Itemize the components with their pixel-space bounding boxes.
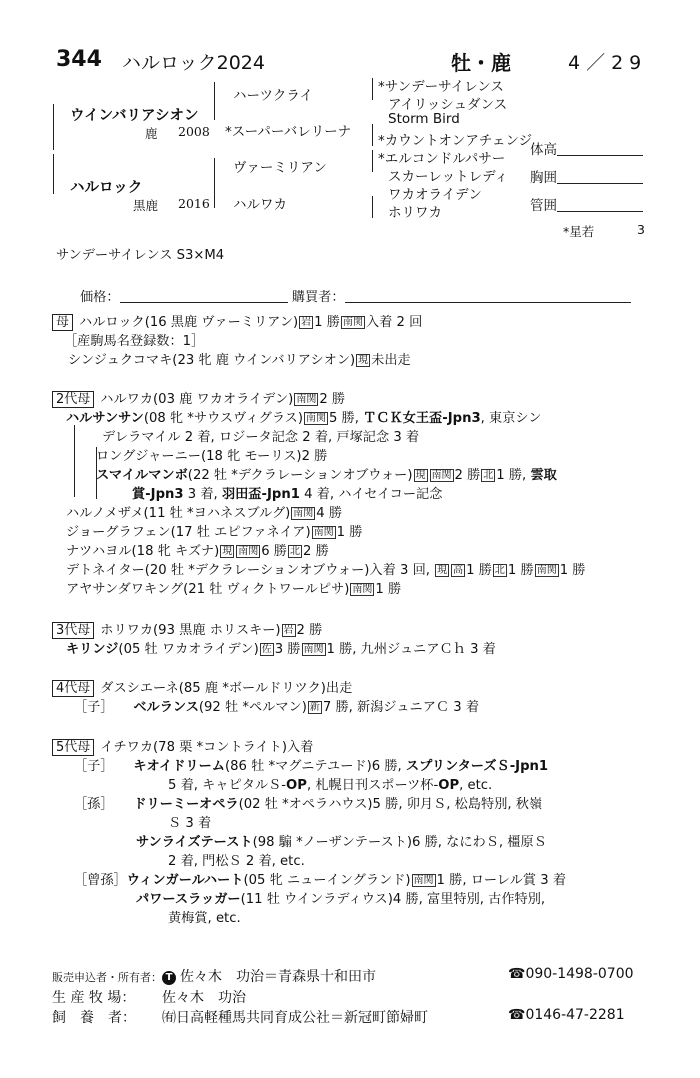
record-text: 2 勝 [303, 544, 329, 559]
record-line [52, 774, 566, 793]
track-badge: 新 [309, 702, 320, 713]
record-text: (08 牝 *サウスヴィグラス) [143, 411, 303, 426]
track-badge: 南関 [303, 644, 324, 655]
bracket-line [214, 82, 215, 120]
bracket-line [372, 124, 373, 146]
inbreeding: サンデーサイレンス S3×M4 [56, 248, 225, 263]
record-line [52, 578, 585, 597]
measure-height: 体高 [530, 138, 643, 158]
buyer-label: 購買者： [291, 290, 345, 305]
record-text: (02 牡 *オペラハウス)5 勝, 卯月Ｓ, 松島特別, 秋嶺 [238, 797, 543, 812]
record-line [52, 736, 566, 755]
g3-ancestor: スカーレットレディ [388, 169, 509, 185]
record-line [52, 755, 566, 774]
track-badge: 現 [222, 546, 233, 557]
horse-highlight: 賞-Jpn3 [132, 487, 184, 502]
bracket-line [372, 196, 373, 218]
record-text: (22 牡 *デクラレーションオブウォー) [187, 468, 413, 483]
track-badge: 現 [415, 470, 426, 481]
record-text: ［曾孫］ [74, 873, 127, 888]
keeper-phone: ☎0146-47-2281 [508, 1007, 625, 1023]
bracket-line [372, 150, 373, 172]
sire-sire: ハーツクライ [233, 88, 313, 104]
track-badge: 南関 [305, 413, 326, 424]
horse-highlight: ハルサンサン [66, 411, 144, 426]
track-badge: 南関 [293, 508, 314, 519]
record-text: 6 勝 [261, 544, 287, 559]
record-line [52, 696, 479, 715]
record-line [52, 888, 566, 907]
record-text: 黄梅賞, etc. [168, 911, 241, 926]
horse-highlight: サンライズテースト [136, 835, 253, 850]
record-text: , 東京シン [480, 411, 542, 426]
record-line [52, 559, 585, 578]
owner-phone: ☎090-1498-0700 [508, 966, 634, 982]
section-tag: 5代母 [52, 739, 94, 756]
record-text: 1 勝 [466, 563, 492, 578]
record-text: (92 牡 *ペルマン) [198, 700, 307, 715]
g3-ancestor: ワカオライデン [388, 187, 482, 203]
record-text: 1 勝 [375, 582, 402, 597]
g4-section [52, 677, 479, 715]
record-line [52, 483, 585, 502]
record-text: 2 着, 門松Ｓ 2 着, etc. [168, 854, 305, 869]
price-row [80, 286, 631, 305]
record-line [52, 388, 585, 407]
record-text: Ｓ 3 着 [168, 816, 212, 831]
dam-name: ハルロック [70, 180, 143, 196]
record-text: 4 勝 [316, 506, 343, 521]
bracket-line [372, 78, 373, 100]
horse-highlight: 雲取 [530, 468, 557, 483]
record-line [52, 793, 566, 812]
track-badge: 南関 [413, 875, 434, 886]
catalog-number: 344 [56, 47, 102, 72]
record-text: (98 騸 *ノーザンテースト)6 勝, なにわＳ, 橿原Ｓ [252, 835, 547, 850]
record-line [52, 850, 566, 869]
g3-ancestor: ホリワカ [388, 205, 442, 221]
track-badge: 岩 [283, 625, 294, 636]
track-badge: 南関 [352, 584, 373, 595]
record-line [52, 812, 566, 831]
g3-section [52, 619, 496, 657]
record-text: イチワカ(78 栗 *コントライト)入着 [100, 740, 314, 755]
g3-ancestor: *サンデーサイレンス [378, 79, 504, 95]
g5-section [52, 736, 566, 926]
g3-ancestor: Storm Bird [388, 111, 460, 127]
horse-highlight: OP [286, 778, 307, 793]
g3-ancestor: *カウントオンアチェンジ [378, 133, 533, 149]
track-badge: 南関 [536, 565, 557, 576]
record-line [52, 619, 496, 638]
record-text: , 札幌日刊スポーツ杯- [306, 778, 439, 793]
horse-highlight: キオイドリーム [106, 759, 225, 774]
price-label: 価格： [80, 290, 120, 305]
star-value: 3 [637, 222, 645, 237]
record-text: 2 勝 [296, 623, 323, 638]
record-line [52, 638, 496, 657]
dam-year: 2016 [178, 196, 210, 211]
section-tag: 母 [52, 314, 73, 331]
g3-ancestor: アイリッシュダンス [388, 97, 508, 113]
record-line [52, 677, 479, 696]
record-line [52, 907, 566, 926]
record-text: デトネイター(20 牡 *デクラレーションオブウォー)入着 3 回, [66, 563, 435, 578]
record-text: ［子］ [74, 759, 107, 774]
record-line [52, 869, 566, 888]
measure-girth: 胸囲 [530, 166, 643, 186]
record-text: (05 牝 ニューイングランド) [243, 873, 411, 888]
sire-year: 2008 [178, 124, 210, 139]
horse-highlight: スマイルマンボ [96, 468, 188, 483]
bracket-line [214, 158, 215, 208]
record-text: ［子］ [74, 700, 107, 715]
record-text: デレラマイル 2 着, ロジータ記念 2 着, 戸塚記念 3 着 [102, 430, 420, 445]
record-text: 4 着, ハイセイコー記念 [299, 487, 443, 502]
record-text: (05 牡 ワカオライデン) [118, 642, 259, 657]
record-text: 2 勝 [454, 468, 481, 483]
sex-color: 牡・鹿 [451, 51, 511, 75]
record-text: ジョーグラフェン(17 牡 エピファネイア) [66, 525, 311, 540]
owner-row: 販売申込者・所有者： T 佐々木 功治＝青森県十和田市 [52, 969, 376, 985]
section-tag: 4代母 [52, 680, 94, 697]
record-text: ハルワカ(03 鹿 ワカオライデン) [100, 392, 294, 407]
record-text: , etc. [459, 778, 493, 793]
record-text: 5 勝, [328, 411, 364, 426]
horse-highlight: ウィンガールハート [126, 873, 244, 888]
track-badge: 佐 [261, 644, 272, 655]
record-text: 1 勝, 九州ジュニアＣｈ 3 着 [326, 642, 496, 657]
sire-color: 鹿 [145, 126, 158, 141]
dam-dam: ハルワカ [233, 197, 287, 213]
record-line [52, 407, 585, 426]
horse-highlight: OP [438, 778, 460, 793]
horse-highlight: 羽田盃-Jpn1 [221, 487, 300, 502]
track-badge: 南関 [238, 546, 259, 557]
record-text: 1 勝 [507, 563, 534, 578]
record-text: 5 着, キャピタルＳ- [168, 778, 287, 793]
record-line [52, 464, 585, 483]
horse-highlight: スプリンターズＳ-Jpn1 [405, 759, 549, 774]
record-text: 7 勝, 新潟ジュニアＣ 3 着 [322, 700, 480, 715]
section-tag: 3代母 [52, 622, 94, 639]
record-text: (11 牡 ウインラディウス)4 勝, 富里特別, 古作特別, [240, 892, 546, 907]
record-text: 1 勝, [496, 468, 531, 483]
track-badge: 北 [494, 565, 505, 576]
keeper-row: 飼 養 者： ㈲日高軽種馬共同育成公社＝新冠町節婦町 [52, 1010, 428, 1026]
track-badge: 南関 [296, 394, 317, 405]
record-line [52, 445, 585, 464]
g3-ancestor: *エルコンドルパサー [378, 151, 506, 167]
measure-cannon: 管囲 [530, 194, 643, 214]
record-text: 1 勝, ローレル賞 3 着 [436, 873, 567, 888]
record-line [52, 521, 585, 540]
horse-highlight: ドリーミーオペラ [106, 797, 239, 812]
owner-mark: T [162, 971, 176, 985]
record-text: ナツハヨル(18 牝 キズナ) [66, 544, 220, 559]
record-text: 2 勝 [319, 392, 346, 407]
record-line [52, 502, 585, 521]
record-text: ハルノメザメ(11 牡 *ヨハネスブルグ) [66, 506, 291, 521]
record-text: ホリワカ(93 黒鹿 ホリスキー) [100, 623, 281, 638]
dam-section: 母 ハルロック(16 黒鹿 ヴァーミリアン) 岩 1 勝 南関 入着 2 回 ［産駒馬名登録数：1］ シンジュクコマキ(23 牝 鹿 ウインバリアシオン) 現 未出走 [52, 311, 422, 368]
record-text: 1 勝 [559, 563, 586, 578]
track-badge: 現 [437, 565, 448, 576]
record-line [52, 831, 566, 850]
dam-sire: ヴァーミリアン [233, 160, 327, 176]
track-badge: 南関 [313, 527, 334, 538]
track-badge: 高 [453, 565, 464, 576]
birth-date: 4／29 [568, 52, 648, 74]
horse-highlight: ＴＣＫ女王盃-Jpn3 [363, 411, 481, 426]
breeder-row: 生 産 牧 場： 佐々木 功治 [52, 990, 246, 1006]
record-text: ダスシエーネ(85 鹿 *ボールドリツク)出走 [100, 681, 353, 696]
horse-name: ハルロック2024 [122, 52, 265, 74]
sire-dam: *スーパーバレリーナ [225, 124, 352, 140]
horse-highlight: パワースラッガー [136, 892, 241, 907]
record-text: 3 着, [183, 487, 222, 502]
record-line [52, 426, 585, 445]
record-text: (86 牡 *マグニテユード)6 勝, [225, 759, 406, 774]
bracket-line [53, 104, 54, 150]
record-line [52, 540, 585, 559]
track-badge: 北 [290, 546, 300, 557]
horse-highlight: キリンジ [66, 642, 119, 657]
track-badge: 南関 [431, 470, 452, 481]
record-text: 3 勝 [274, 642, 301, 657]
section-tag: 2代母 [52, 391, 94, 408]
star-label: *星若 [563, 224, 595, 239]
record-text: アヤサンダワキング(21 牡 ヴィクトワールピサ) [66, 582, 350, 597]
g2-section [52, 388, 585, 597]
track-badge: 北 [483, 470, 494, 481]
dam-color: 黒鹿 [133, 198, 159, 213]
bracket-line [53, 154, 54, 194]
record-text: 1 勝 [336, 525, 363, 540]
sire-name: ウインバリアシオン [70, 108, 199, 124]
record-text: ロングジャーニー(18 牝 モーリス)2 勝 [96, 449, 328, 464]
record-text: ［孫］ [74, 797, 107, 812]
horse-highlight: ベルランス [106, 700, 199, 715]
